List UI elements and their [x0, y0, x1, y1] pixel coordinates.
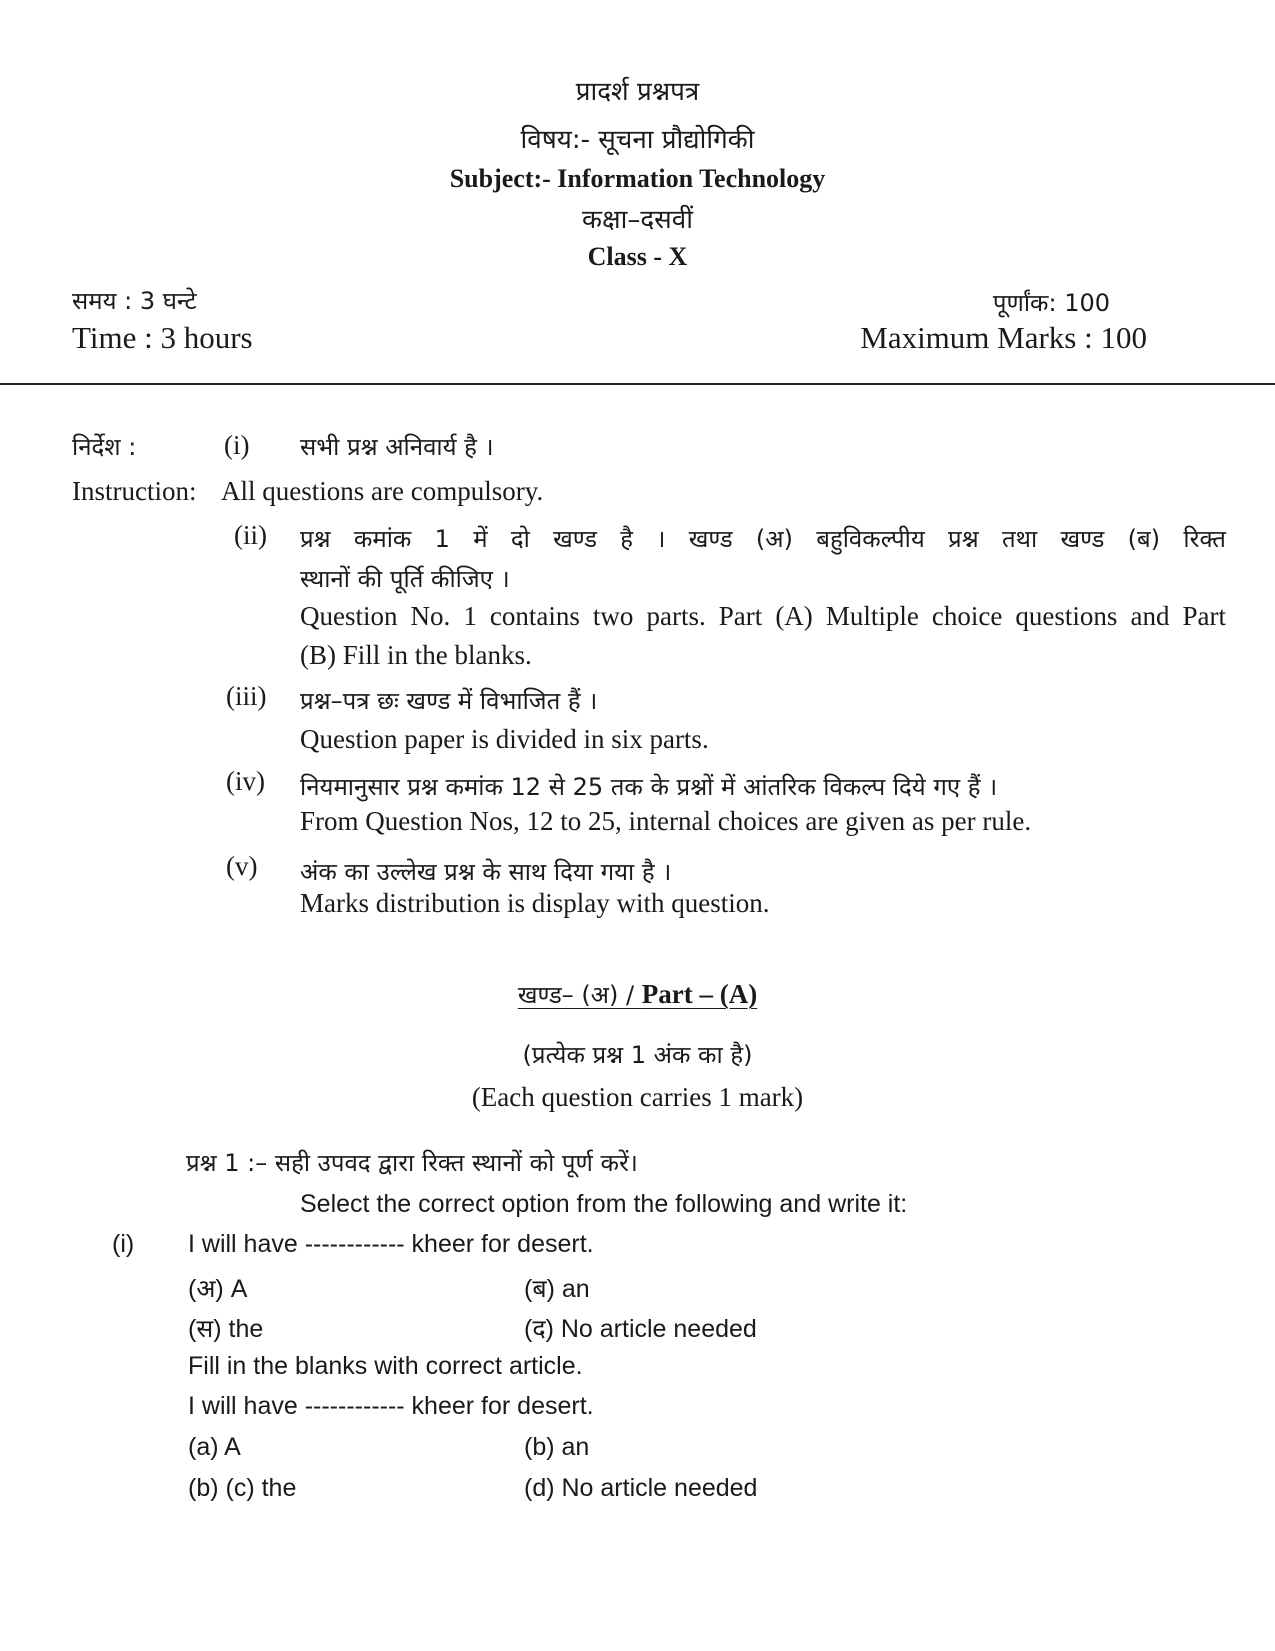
option-c-en: (b) (c) the	[188, 1474, 297, 1502]
instruction-num: (i)	[224, 430, 250, 460]
option-b-hi: (ब) an	[524, 1275, 590, 1303]
class-en: Class - X	[587, 242, 688, 271]
sub-question-num: (i)	[112, 1230, 135, 1258]
instruction-num: (iii)	[226, 681, 267, 711]
header-divider	[0, 383, 1275, 385]
marks-en: Maximum Marks : 100	[860, 320, 1147, 355]
part-heading-hi: खण्ड– (अ) /	[517, 981, 642, 1009]
question-stem-en: I will have ------------ kheer for desert.	[188, 1392, 594, 1420]
part-note-hi: (प्रत्येक प्रश्न 1 अंक का है)	[522, 1041, 753, 1069]
option-c-hi: (स) the	[188, 1315, 264, 1343]
instruction-text-en: From Question Nos, 12 to 25, internal choices are given as per rule.	[300, 806, 1032, 836]
instruction-num: (iv)	[226, 766, 265, 796]
instruction-text-hi: नियमानुसार प्रश्न कमांक 12 से 25 तक के प्रश्नों में आंतरिक विकल्प दिये गए हैं ।	[300, 773, 998, 801]
part-note-en: (Each question carries 1 mark)	[471, 1082, 804, 1112]
instruction-text-en: Question No. 1 contains two parts. Part (A) Multiple choice questions and Part	[300, 601, 1226, 631]
subject-hi: विषय:- सूचना प्रौद्योगिकी	[520, 125, 755, 155]
subject-en: Subject:- Information Technology	[449, 164, 826, 193]
instruction-label-hi: निर्देश :	[72, 433, 137, 461]
time-hi: समय : 3 घन्टे	[72, 287, 197, 315]
time-en: Time : 3 hours	[72, 320, 253, 355]
instruction-text-hi: प्रश्न कमांक 1 में दो खण्ड है । खण्ड (अ) बहुविकल्पीय प्रश्न तथा खण्ड (ब) रिक्त	[300, 525, 1226, 553]
option-d-hi: (द) No article needed	[524, 1315, 757, 1343]
option-a-hi: (अ) A	[188, 1275, 248, 1303]
instruction-label-en: Instruction:	[72, 476, 197, 506]
instruction-text-hi: अंक का उल्लेख प्रश्न के साथ दिया गया है ।	[300, 858, 672, 886]
option-d-en: (d) No article needed	[524, 1474, 758, 1502]
instruction-num: (v)	[226, 851, 258, 881]
instruction-text-en: Marks distribution is display with question.	[300, 888, 770, 918]
question-stem: I will have ------------ kheer for desert.	[188, 1230, 594, 1258]
class-hi: कक्षा–दसवीं	[582, 205, 693, 235]
option-b-en: (b) an	[524, 1433, 590, 1461]
question-instruction-en: Fill in the blanks with correct article.	[188, 1352, 583, 1380]
instruction-text-hi: सभी प्रश्न अनिवार्य है ।	[300, 433, 494, 461]
option-a-en: (a) A	[188, 1433, 241, 1461]
marks-hi: पूर्णांक: 100	[992, 289, 1110, 317]
instruction-text-en: (B) Fill in the blanks.	[300, 640, 532, 670]
instruction-text-hi: प्रश्न–पत्र छः खण्ड में विभाजित हैं ।	[300, 687, 598, 715]
part-heading	[0, 978, 1275, 1011]
instruction-text-en: All questions are compulsory.	[221, 476, 544, 506]
instruction-text-en: Question paper is divided in six parts.	[300, 724, 709, 754]
question-label-en: Select the correct option from the following and write it:	[300, 1190, 908, 1218]
question-label-hi: प्रश्न 1 :– सही उपवद द्वारा रिक्त स्थानों को पूर्ण करें।	[186, 1149, 638, 1177]
instruction-num: (ii)	[234, 520, 267, 550]
instruction-text-hi: स्थानों की पूर्ति कीजिए ।	[300, 565, 510, 593]
title-hi: प्रादर्श प्रश्नपत्र	[575, 77, 700, 107]
part-heading-en: Part – (A)	[641, 979, 758, 1009]
